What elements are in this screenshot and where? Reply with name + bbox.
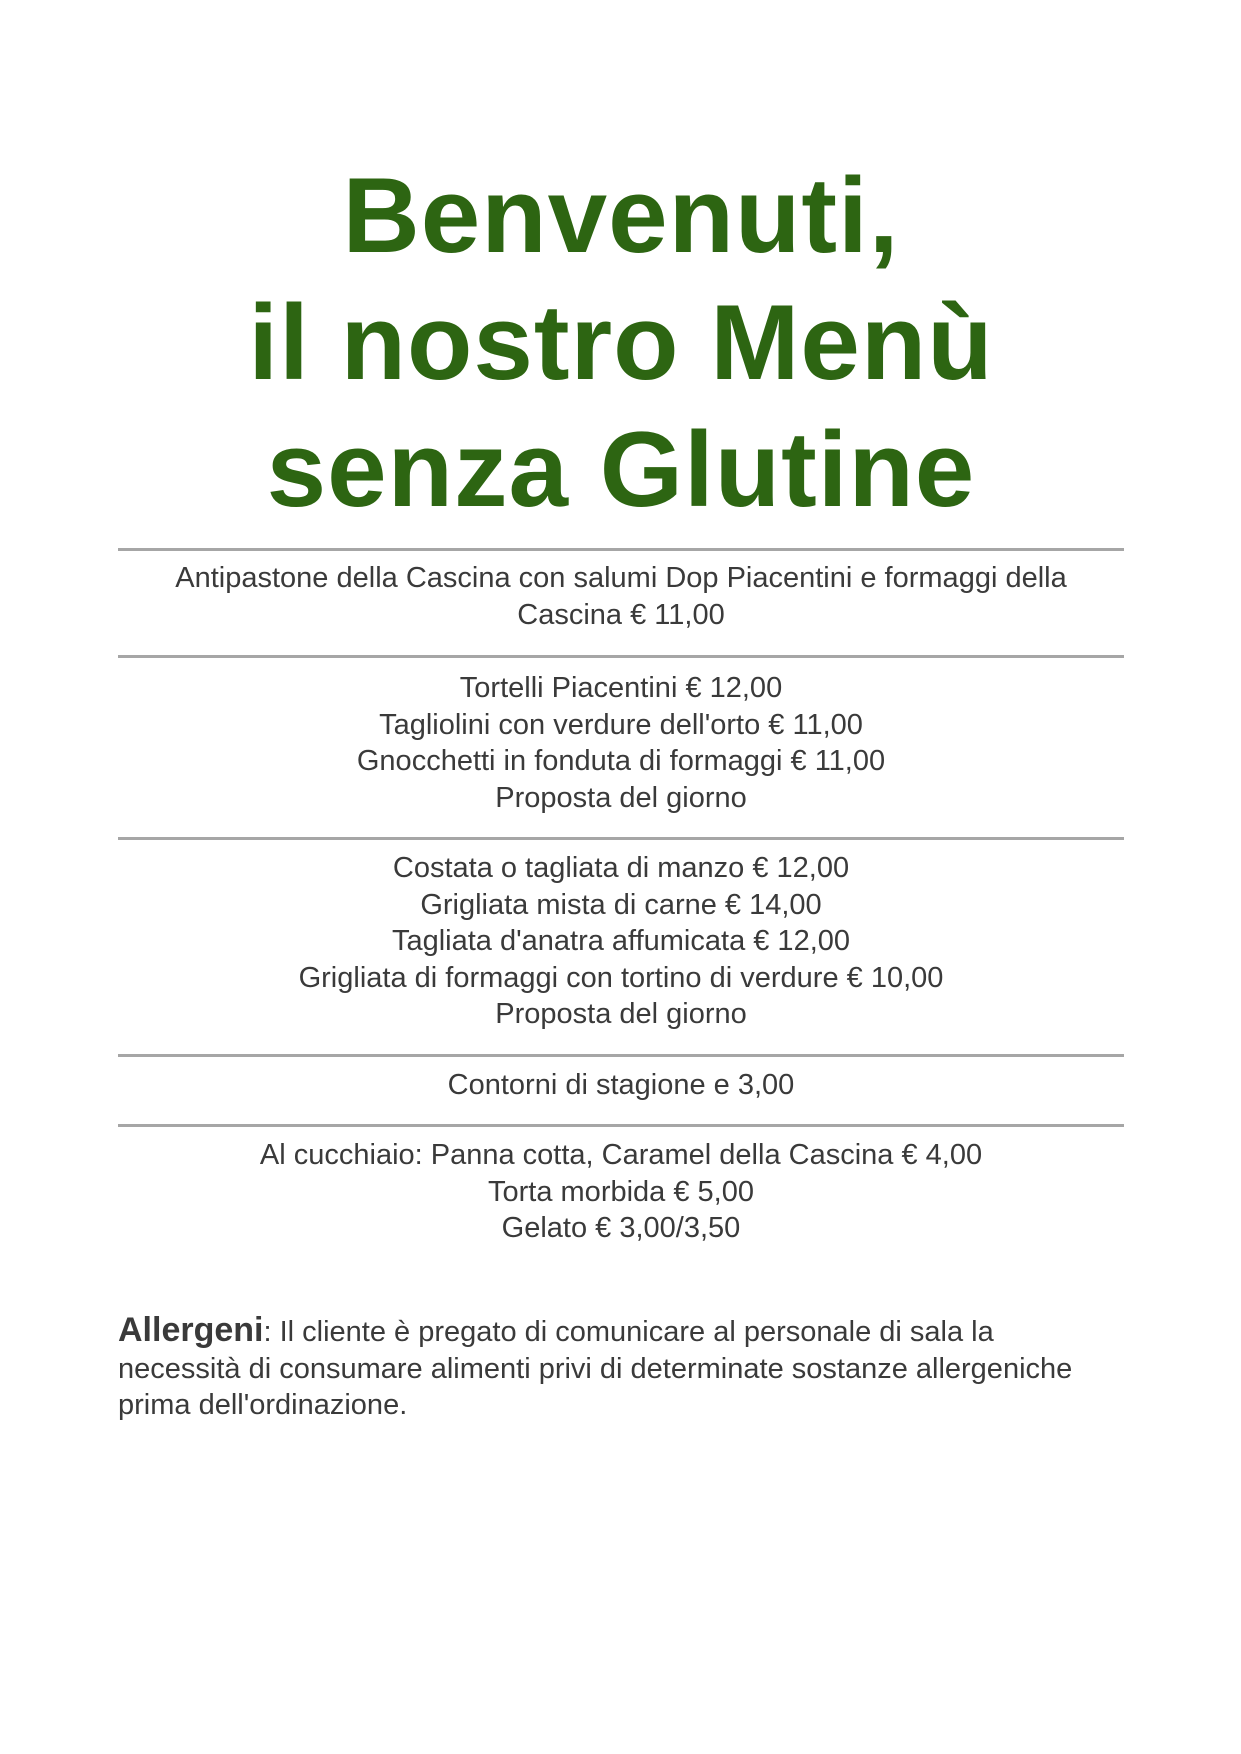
menu-item: Cascina € 11,00	[517, 598, 725, 631]
page-title	[120, 152, 1122, 533]
title-line-2: il nostro Menù	[248, 282, 994, 402]
menu-item: Tagliata d'anatra affumicata € 12,00	[391, 925, 851, 957]
menu-item: Al cucchiaio: Panna cotta, Caramel della Cascina € 4,00	[259, 1139, 983, 1171]
menu-item: Costata o tagliata di manzo € 12,00	[392, 852, 850, 884]
menu-list	[118, 548, 1124, 1247]
menu-section-antipasti	[118, 551, 1124, 655]
menu-item: Antipastone della Cascina con salumi Dop Piacentini e formaggi della	[175, 562, 1067, 594]
menu-item: Torta morbida € 5,00	[488, 1175, 754, 1208]
menu-item: Tortelli Piacentini € 12,00	[459, 672, 783, 704]
title-line-3: senza Glutine	[266, 409, 976, 529]
menu-item: Grigliata mista di carne € 14,00	[420, 888, 822, 921]
menu-item: Grigliata di formaggi con tortino di verdure € 10,00	[298, 961, 944, 994]
title-line-1: Benvenuti,	[342, 155, 900, 275]
allergens-label: Allergeni	[118, 1311, 264, 1349]
menu-section-contorni	[118, 1057, 1124, 1125]
menu-item: Proposta del giorno	[495, 998, 747, 1030]
menu-section-secondi	[118, 840, 1124, 1054]
menu-item: Proposta del giorno	[495, 781, 747, 814]
menu-item: Contorni di stagione e 3,00	[447, 1068, 795, 1101]
menu-item: Tagliolini con verdure dell'orto € 11,00	[379, 708, 863, 741]
allergens-note	[118, 1312, 1124, 1424]
menu-section-primi	[118, 658, 1124, 837]
allergens-text: : Il cliente è pregato di comunicare al personale di sala la necessità di consumare alimenti privi di determinate sostanze allergeniche prima dell'ordinazione.	[118, 1316, 1073, 1421]
menu-section-dolci	[118, 1127, 1124, 1247]
menu-item: Gnocchetti in fonduta di formaggi € 11,00	[356, 745, 886, 777]
menu-item: Gelato € 3,00/3,50	[501, 1212, 741, 1244]
